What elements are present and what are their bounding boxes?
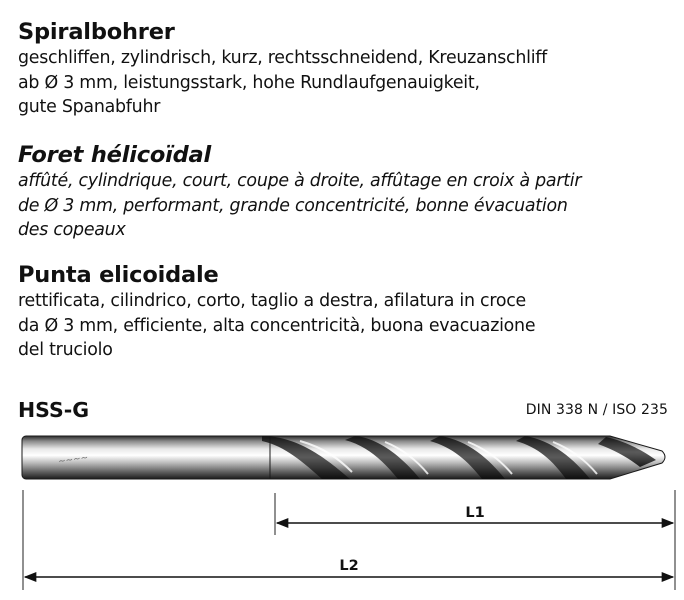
- description-line: de Ø 3 mm, performant, grande concentricité, bonne évacuation: [18, 195, 568, 216]
- description-line: gute Spanabfuhr: [18, 97, 161, 118]
- drill-image: [22, 436, 665, 479]
- description-line: del truciolo: [18, 340, 113, 361]
- dimension-label-l1: L1: [465, 505, 485, 521]
- description-line: rettificata, cilindrico, corto, taglio a destra, afilatura in croce: [18, 291, 527, 311]
- description-line: da Ø 3 mm, efficiente, alta concentricità, buona evacuazione: [18, 315, 536, 336]
- standard-label: DIN 338 N / ISO 235: [525, 402, 668, 418]
- dimension-label-l2: L2: [339, 558, 359, 574]
- shank-marking: ~~~~: [57, 453, 89, 468]
- description-line: ab Ø 3 mm, leistungsstark, hohe Rundlaufgenauigkeit,: [18, 72, 480, 93]
- title-italian: Punta elicoidale: [18, 262, 219, 288]
- description-line: des copeaux: [18, 220, 126, 241]
- description-line: affûté, cylindrique, court, coupe à droite, affûtage en croix à partir: [18, 171, 582, 191]
- title-french: Foret hélicoïdal: [18, 142, 212, 168]
- title-german: Spiralbohrer: [18, 19, 175, 45]
- material-grade: HSS-G: [18, 398, 90, 422]
- description-line: geschliffen, zylindrisch, kurz, rechtsschneidend, Kreuzanschliff: [18, 48, 548, 68]
